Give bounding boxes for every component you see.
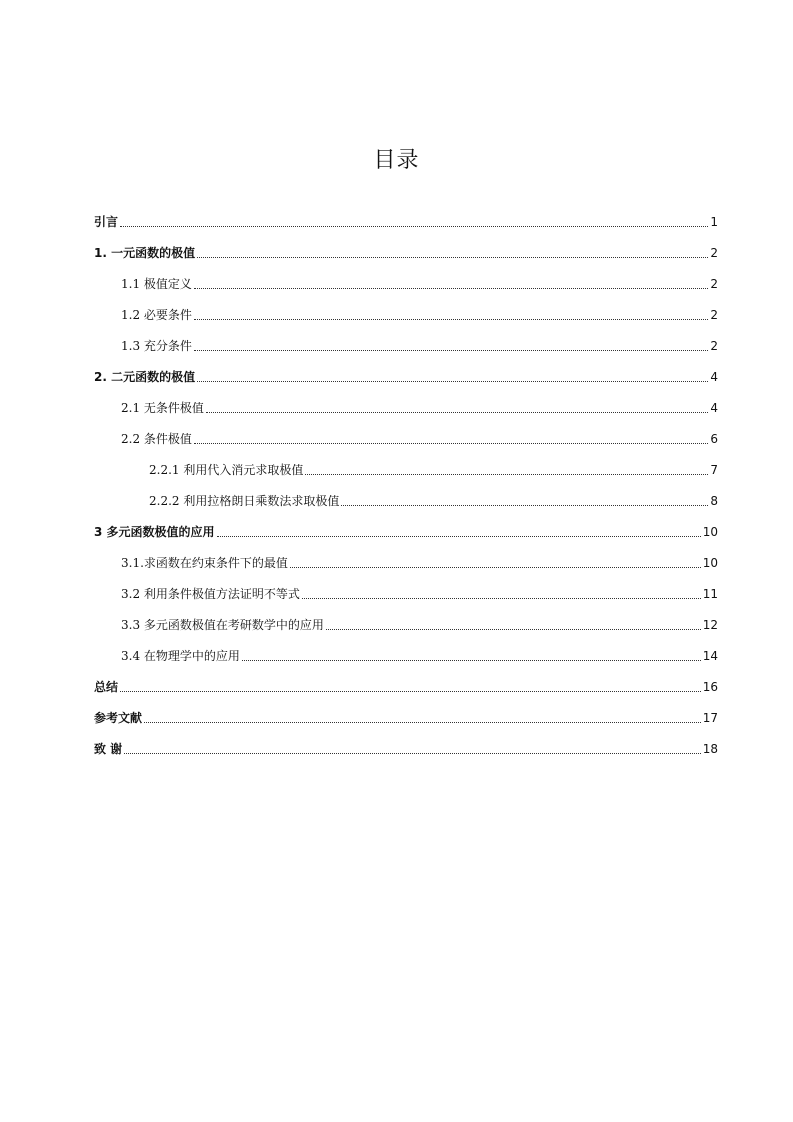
toc-entry-label: 1.3 充分条件: [121, 339, 192, 353]
toc-entry-page-number: 4: [710, 400, 718, 415]
toc-entry-page-number: 18: [702, 741, 718, 756]
toc-entry-label: 2.2 条件极值: [121, 432, 192, 446]
page-title: 目录: [373, 148, 420, 173]
toc-entry-section-2-1[interactable]: [94, 392, 718, 423]
toc-entry-label: 1.1 极值定义: [121, 277, 192, 291]
toc-entry-page-number: 2: [710, 245, 718, 260]
toc-entry-references[interactable]: [94, 702, 718, 733]
toc-entry-label: 参考文献: [94, 711, 143, 725]
toc-entry-introduction[interactable]: [94, 206, 718, 237]
toc-entry-page-number: 4: [710, 369, 718, 384]
toc-entry-section-3-4[interactable]: [94, 640, 718, 671]
dot-leader: [194, 349, 708, 351]
toc-entry-label: 致 谢: [94, 742, 123, 756]
toc-entry-chapter-3[interactable]: [94, 516, 718, 547]
toc-entry-label: 1.2 必要条件: [121, 308, 192, 322]
dot-leader: [144, 721, 701, 723]
dot-leader: [124, 752, 701, 754]
dot-leader: [194, 287, 708, 289]
dot-leader: [194, 442, 708, 444]
toc-entry-page-number: 10: [702, 524, 718, 539]
toc-entry-section-1-1[interactable]: [94, 268, 718, 299]
toc-entry-acknowledgements[interactable]: [94, 733, 718, 764]
toc-entry-page-number: 16: [702, 679, 718, 694]
toc-entry-chapter-1[interactable]: [94, 237, 718, 268]
toc-entry-summary[interactable]: [94, 671, 718, 702]
toc-entry-label: 2.2.1 利用代入消元求取极值: [149, 463, 304, 477]
toc-entry-page-number: 1: [710, 214, 718, 229]
toc-entry-section-3-2[interactable]: [94, 578, 718, 609]
toc-entry-label: 2.2.2 利用拉格朗日乘数法求取极值: [149, 494, 340, 508]
dot-leader: [217, 535, 701, 537]
dot-leader: [120, 225, 708, 227]
dot-leader: [290, 566, 701, 568]
dot-leader: [197, 380, 708, 382]
dot-leader: [194, 318, 708, 320]
toc-entry-page-number: 2: [710, 276, 718, 291]
dot-leader: [326, 628, 701, 630]
toc-entry-label: 总结: [94, 680, 119, 694]
toc-entry-page-number: 2: [710, 338, 718, 353]
toc-entry-label: 3.4 在物理学中的应用: [121, 649, 240, 663]
toc-entry-label: 引言: [94, 215, 119, 229]
toc-entry-label: 1. 一元函数的极值: [94, 246, 196, 260]
dot-leader: [197, 256, 708, 258]
toc-entry-page-number: 12: [702, 617, 718, 632]
toc-entry-section-2-2[interactable]: [94, 423, 718, 454]
toc-entry-page-number: 6: [710, 431, 718, 446]
toc-entry-label: 3 多元函数极值的应用: [94, 525, 215, 539]
toc-entry-page-number: 10: [702, 555, 718, 570]
toc-entry-label: 3.1.求函数在约束条件下的最值: [121, 556, 288, 570]
toc-entry-page-number: 7: [710, 462, 718, 477]
toc-entry-section-3-3[interactable]: [94, 609, 718, 640]
toc-entry-section-2-2-1[interactable]: [94, 454, 718, 485]
toc-entry-label: 3.3 多元函数极值在考研数学中的应用: [121, 618, 324, 632]
toc-entry-section-1-3[interactable]: [94, 330, 718, 361]
dot-leader: [341, 504, 708, 506]
dot-leader: [302, 597, 701, 599]
toc-entry-section-1-2[interactable]: [94, 299, 718, 330]
dot-leader: [305, 473, 708, 475]
toc-entry-label: 3.2 利用条件极值方法证明不等式: [121, 587, 300, 601]
toc-entry-label: 2.1 无条件极值: [121, 401, 204, 415]
table-of-contents: [94, 206, 718, 764]
toc-entry-page-number: 2: [710, 307, 718, 322]
toc-entry-page-number: 14: [702, 648, 718, 663]
toc-entry-section-2-2-2[interactable]: [94, 485, 718, 516]
toc-entry-page-number: 17: [702, 710, 718, 725]
dot-leader: [120, 690, 701, 692]
dot-leader: [206, 411, 708, 413]
toc-entry-chapter-2[interactable]: [94, 361, 718, 392]
toc-entry-section-3-1[interactable]: [94, 547, 718, 578]
dot-leader: [242, 659, 701, 661]
toc-entry-label: 2. 二元函数的极值: [94, 370, 196, 384]
toc-entry-page-number: 11: [702, 586, 718, 601]
toc-entry-page-number: 8: [710, 493, 718, 508]
